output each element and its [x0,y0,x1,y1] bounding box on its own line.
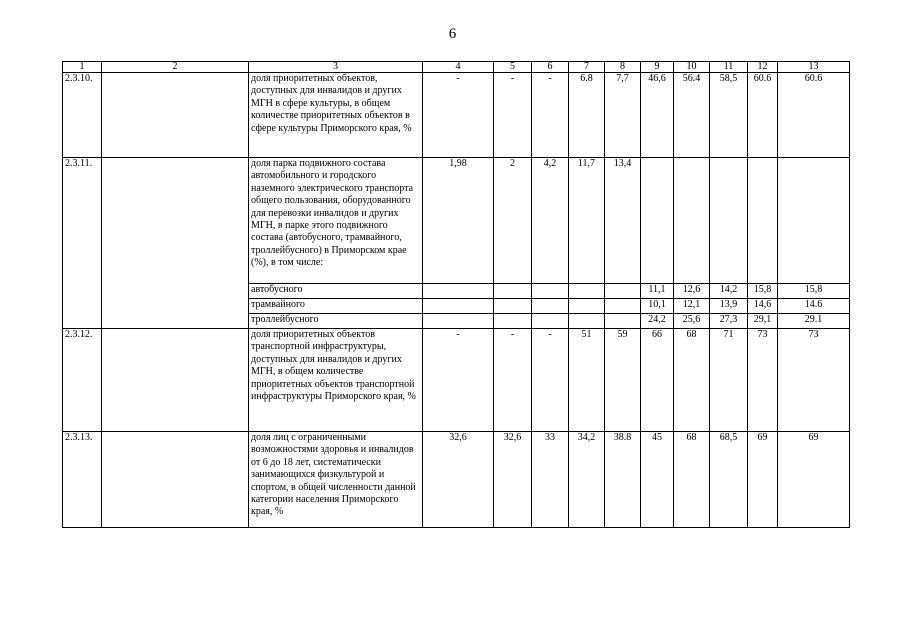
value-cell: 11,7 [569,158,605,284]
table-row [63,73,850,158]
row-description: доля парка подвижного состава автомобильного и городского наземного электрического транспорта общего пользования, оборудованного для перевозки инвалидов и других МГН, в парке этого подвижного состава (автобусного, трамвайного, троллейбусного) в Приморском крае (%), в том числе: [249,158,423,284]
table-row [63,329,850,432]
row-code: 2.3.12. [63,329,102,432]
value-cell [532,284,569,299]
value-cell: 14,6 [748,299,778,314]
value-cell [494,299,532,314]
subrow-label: трамвайного [249,299,423,314]
value-cell: 73 [748,329,778,432]
value-cell: 6.8 [569,73,605,158]
header-row [63,62,850,73]
subrow-label: автобусного [249,284,423,299]
value-cell [569,314,605,329]
header-cell: 7 [569,62,605,73]
value-cell [748,158,778,284]
indicator-table [62,61,850,528]
value-cell: 13,4 [605,158,641,284]
value-cell: - [494,73,532,158]
value-cell: 12,6 [674,284,710,299]
value-cell: - [423,73,494,158]
value-cell: 38.8 [605,432,641,528]
value-cell [494,284,532,299]
value-cell [494,314,532,329]
row-code: 2.3.11. [63,158,102,329]
value-cell: - [423,329,494,432]
row-code: 2.3.13. [63,432,102,528]
value-cell: 68 [674,432,710,528]
value-cell: 24,2 [641,314,674,329]
value-cell: 2 [494,158,532,284]
row-description: доля лиц с ограниченными возможностями здоровья и инвалидов от 6 до 18 лет, систематически занимающихся физкультурой и спортом, в общей численности данной категории населения Приморского края, % [249,432,423,528]
value-cell [778,158,850,284]
header-cell: 10 [674,62,710,73]
value-cell [532,314,569,329]
value-cell: 68,5 [710,432,748,528]
row-description: доля приоритетных объектов, доступных для инвалидов и других МГН в сфере культуры, в общем количестве приоритетных объектов в сфере культуры Приморского края, % [249,73,423,158]
value-cell: 66 [641,329,674,432]
header-cell: 3 [249,62,423,73]
empty-cell [102,432,249,528]
value-cell: 12,1 [674,299,710,314]
value-cell [674,158,710,284]
value-cell: - [532,73,569,158]
value-cell: 15,8 [748,284,778,299]
value-cell: 60.6 [778,73,850,158]
value-cell: 10,1 [641,299,674,314]
empty-cell [102,158,249,329]
value-cell [605,314,641,329]
value-cell: 68 [674,329,710,432]
table-row [63,158,850,284]
value-cell [605,299,641,314]
header-cell: 2 [102,62,249,73]
value-cell: 32,6 [423,432,494,528]
value-cell [710,158,748,284]
header-cell: 1 [63,62,102,73]
value-cell: 60.6 [748,73,778,158]
row-description: доля приоритетных объектов транспортной инфраструктуры, доступных для инвалидов и других МГН, в общем количестве приоритетных объектов транспортной инфраструктуры Приморского края, % [249,329,423,432]
value-cell [423,284,494,299]
value-cell: 25,6 [674,314,710,329]
value-cell: 46,6 [641,73,674,158]
value-cell: - [532,329,569,432]
empty-cell [102,329,249,432]
header-cell: 8 [605,62,641,73]
value-cell: 29,1 [748,314,778,329]
page-number: 6 [448,26,457,42]
value-cell: 15,8 [778,284,850,299]
value-cell: 33 [532,432,569,528]
header-cell: 5 [494,62,532,73]
header-cell: 9 [641,62,674,73]
value-cell [423,314,494,329]
header-cell: 4 [423,62,494,73]
value-cell: 32,6 [494,432,532,528]
empty-cell [102,73,249,158]
header-cell: 12 [748,62,778,73]
value-cell: 45 [641,432,674,528]
value-cell [569,299,605,314]
value-cell: 71 [710,329,748,432]
value-cell: 56.4 [674,73,710,158]
header-cell: 11 [710,62,748,73]
value-cell [605,284,641,299]
value-cell: 11,1 [641,284,674,299]
value-cell: 73 [778,329,850,432]
value-cell: 58,5 [710,73,748,158]
value-cell [423,299,494,314]
value-cell [569,284,605,299]
value-cell: 69 [778,432,850,528]
value-cell: 59 [605,329,641,432]
value-cell: 51 [569,329,605,432]
header-cell: 13 [778,62,850,73]
value-cell: 34,2 [569,432,605,528]
value-cell: 29.1 [778,314,850,329]
value-cell: 14,2 [710,284,748,299]
value-cell: 14.6 [778,299,850,314]
value-cell: - [494,329,532,432]
row-code: 2.3.10. [63,73,102,158]
value-cell [532,299,569,314]
value-cell: 13,9 [710,299,748,314]
subrow-label: троллейбусного [249,314,423,329]
table-row [63,432,850,528]
value-cell: 1,98 [423,158,494,284]
value-cell: 4,2 [532,158,569,284]
header-cell: 6 [532,62,569,73]
value-cell [641,158,674,284]
value-cell: 27,3 [710,314,748,329]
value-cell: 7,7 [605,73,641,158]
value-cell: 69 [748,432,778,528]
